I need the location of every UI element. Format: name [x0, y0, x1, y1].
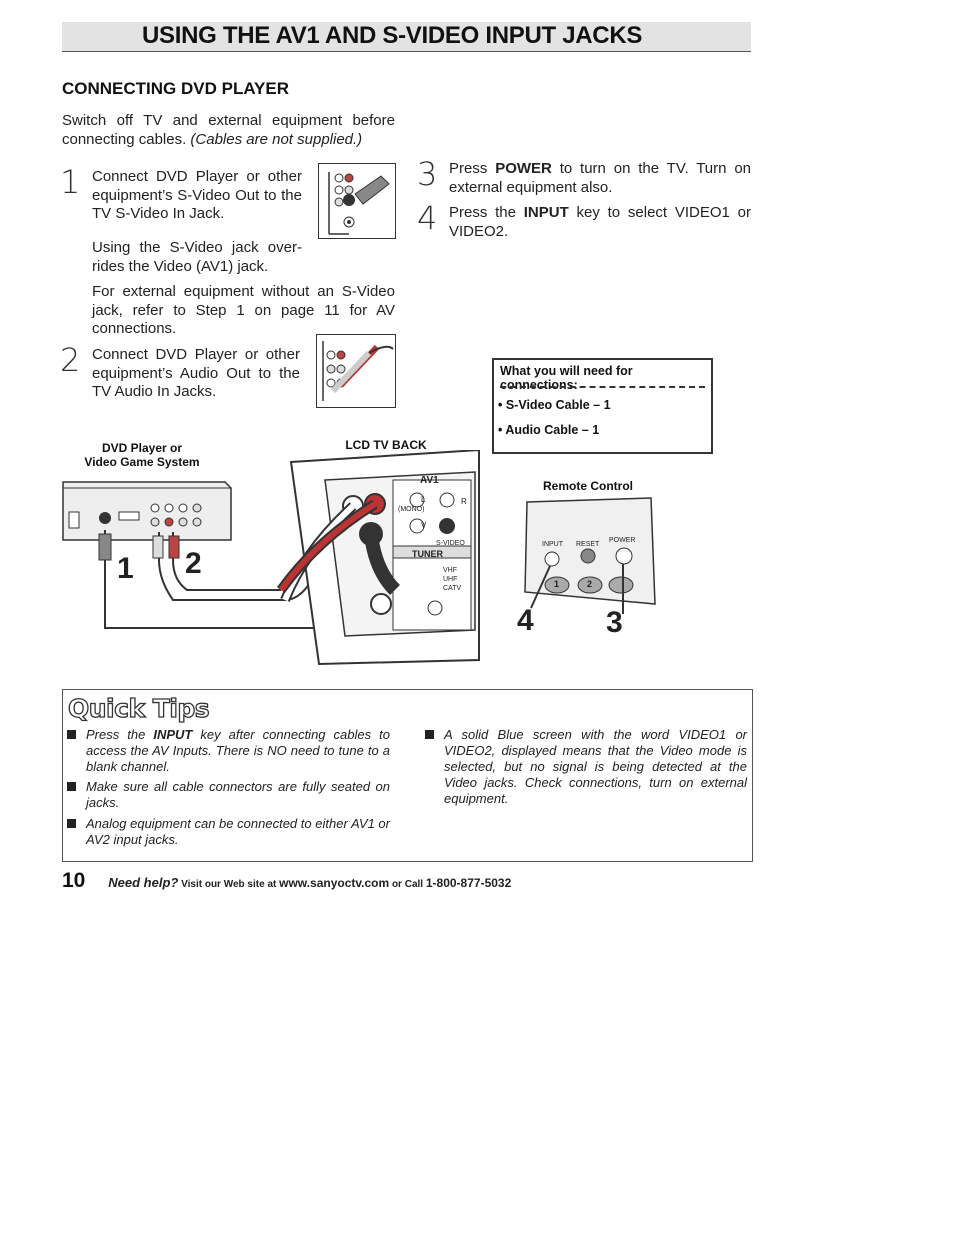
step-1-text: Connect DVD Player or other equipment’s S-Video Out to the TV S-Video In Jack. [92, 168, 302, 222]
svideo-jack-illustration [319, 164, 395, 238]
step-3-text: Press POWER to turn on the TV. Turn on external equipment also. [449, 160, 752, 196]
needs-item: • S-Video Cable – 1 [498, 398, 611, 412]
needs-title: What you will need for connections: [500, 364, 633, 392]
diagram-callout-1: 1 [117, 552, 134, 585]
step-1-note: Using the S-Video jack over-rides the Video (AV1) jack. [92, 239, 302, 275]
quick-tips-title: Quick Tips [68, 694, 210, 723]
needs-item: • Audio Cable – 1 [498, 423, 600, 437]
bullet-square-icon [67, 782, 76, 791]
remote-button-2: 2 [587, 579, 593, 589]
remote-control-illustration [525, 498, 655, 614]
page-title-bar [62, 22, 751, 52]
quick-tips-box [62, 689, 753, 862]
bullet-square-icon [425, 730, 434, 739]
section-title: CONNECTING DVD PLAYER [62, 79, 290, 98]
need-help-text: Need help? [108, 875, 179, 890]
step-1-number: 1 [60, 163, 81, 201]
bullet-square-icon [67, 819, 76, 828]
phone-number: 1-800-877-5032 [425, 876, 512, 890]
remote-power-label: POWER [609, 537, 636, 544]
tv-back-label: LCD TV BACK [345, 438, 427, 452]
step-2-text: Connect DVD Player or other equipment’s Audio Out to the TV Audio In Jacks. [92, 346, 300, 400]
page-number: 10 [62, 869, 86, 892]
step-1-note-2: For external equipment without an S-Video jack, refer to Step 1 on page 11 for AV connections. [92, 283, 395, 337]
remote-button-1: 1 [554, 579, 560, 589]
panel-antenna-labels: VHF UHF CATV [443, 567, 462, 592]
remote-reset-label: RESET [576, 541, 600, 548]
panel-svideo-label: S-VIDEO [436, 540, 465, 547]
tip-item: Analog equipment can be connected to either AV1 or AV2 input jacks. [86, 816, 390, 848]
step-4-number: 4 [417, 199, 438, 237]
panel-r-label: R [461, 497, 467, 506]
panel-av1-label: AV1 [420, 475, 439, 486]
tv-back-illustration [291, 450, 479, 664]
website-link[interactable]: www.sanyoctv.com [279, 876, 390, 890]
page-footer: 10 Need help? Visit our Web site at www.sanyoctv.com or Call 1-800-877-5032 [62, 869, 512, 892]
connection-diagram [55, 450, 665, 670]
panel-l-label: L [421, 495, 426, 504]
audio-jack-thumbnail [316, 334, 396, 408]
audio-jack-illustration [317, 335, 395, 407]
step-3-number: 3 [417, 155, 438, 193]
remote-input-label: INPUT [542, 541, 563, 548]
input-key-label: INPUT [523, 204, 569, 221]
tip-item: Make sure all cable connectors are fully seated on jacks. [86, 779, 390, 811]
page-title: USING THE AV1 AND S-VIDEO INPUT JACKS [142, 22, 643, 49]
dvd-player-label: DVD Player or Video Game System [84, 441, 200, 469]
diagram-callout-2: 2 [185, 547, 202, 580]
diagram-callout-3: 3 [606, 606, 623, 639]
panel-mono-label: (MONO) [398, 506, 425, 513]
needs-divider [500, 386, 705, 388]
bullet-square-icon [67, 730, 76, 739]
svideo-jack-thumbnail [318, 163, 396, 239]
tip-item: Press the INPUT key after connecting cables to access the AV Inputs. There is NO need to tune to a blank channel. [86, 727, 390, 775]
panel-v-label: V [421, 521, 427, 530]
remote-control-label: Remote Control [543, 479, 633, 493]
power-key-label: POWER [495, 160, 552, 177]
needs-box [492, 358, 713, 454]
diagram-callout-4: 4 [517, 604, 534, 637]
panel-tuner-label: TUNER [412, 549, 443, 559]
tip-item: A solid Blue screen with the word VIDEO1 or VIDEO2, displayed means that the Video mode is selected, but no signal is being detected at the Video jacks. Check connections, turn on external equipment. [444, 727, 747, 807]
dvd-player-illustration [63, 482, 231, 540]
step-2-number: 2 [60, 341, 81, 379]
intro-text: Switch off TV and external equipment before connecting cables. (Cables are not supplied.) [62, 112, 395, 148]
step-4-text: Press the INPUT key to select VIDEO1 or VIDEO2. [449, 204, 752, 240]
